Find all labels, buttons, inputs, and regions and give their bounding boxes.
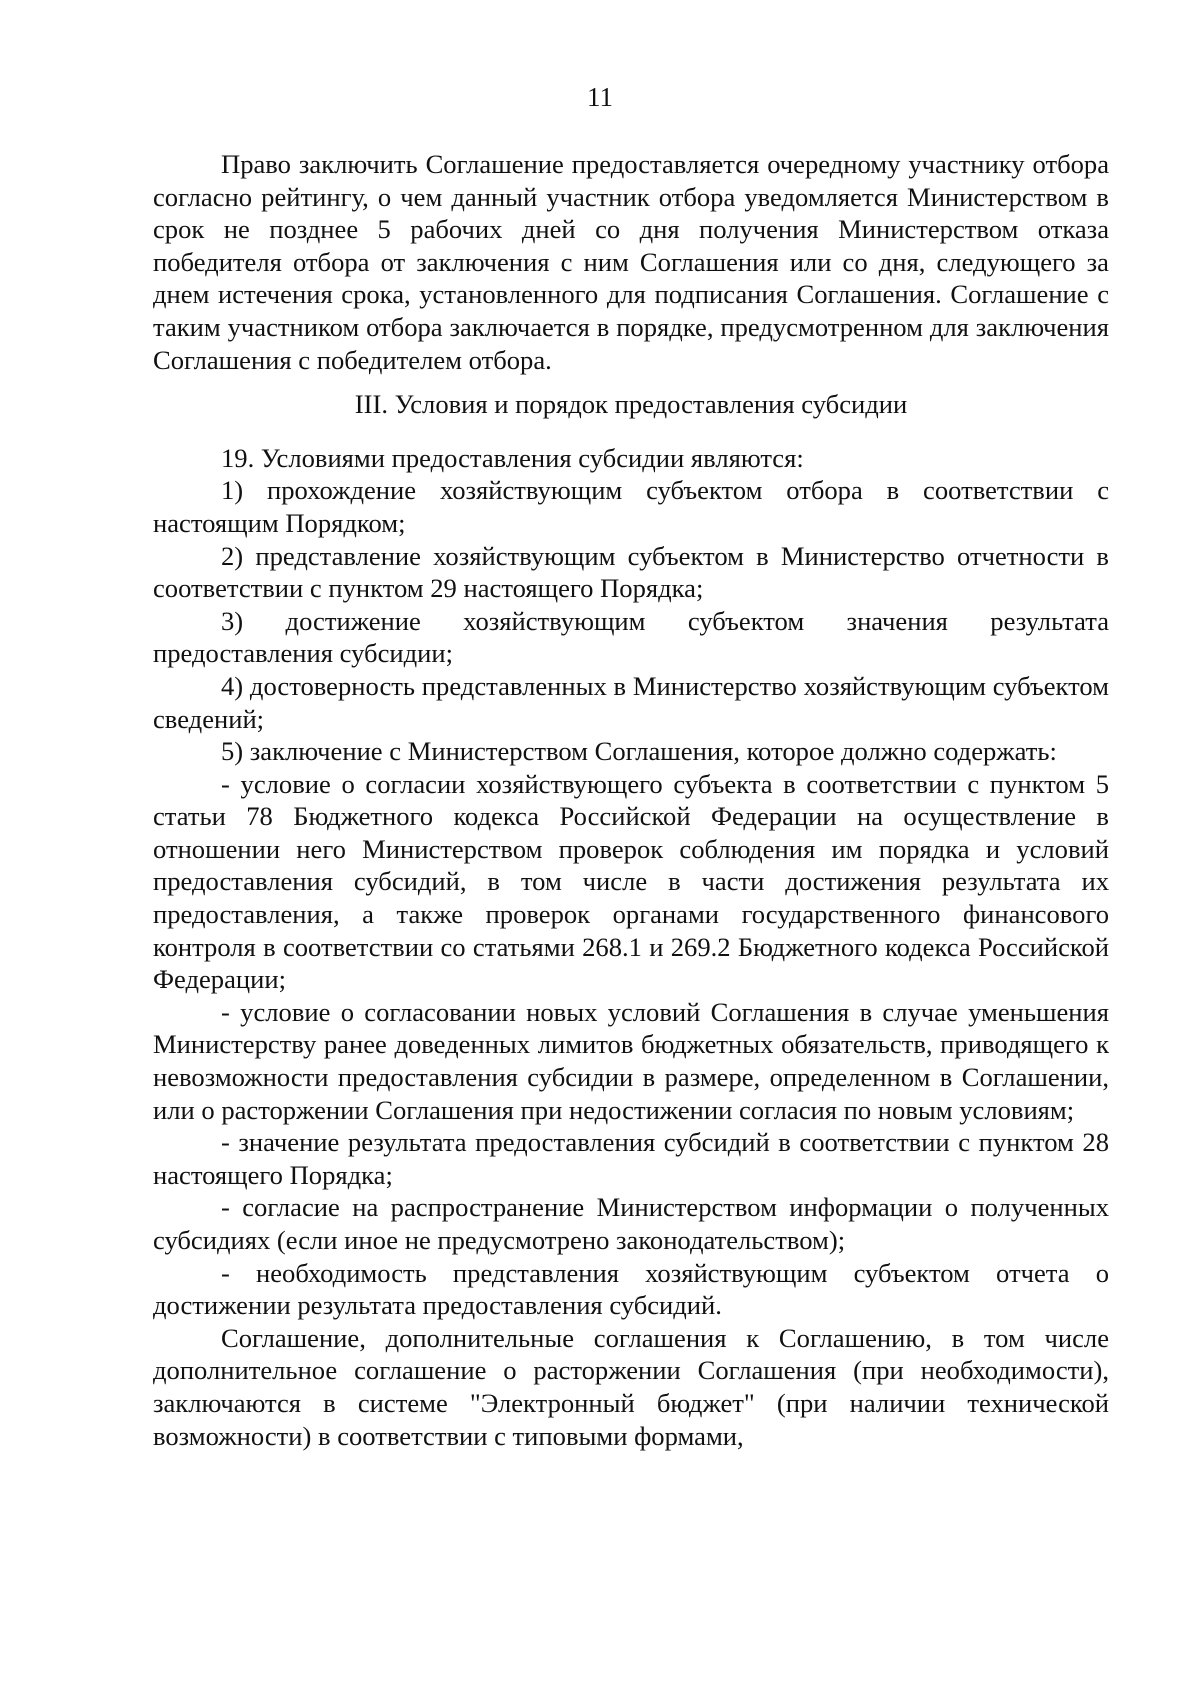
intro-paragraph: Право заключить Соглашение предоставляется очередному участнику отбора согласно рейтингу, о чем данный участник отбора уведомляется Министерством в срок не позднее 5 рабочих дней со дня получения Министерством отказа победителя отбора от заключения с ним Соглашения или со дня, следующего за днем истечения срока, установленного для подписания Соглашения. Соглашение с таким участником отбора заключается в порядке, предусмотренном для заключения Соглашения с победителем отбора. <box>153 149 1109 375</box>
condition-item: 3) достижение хозяйствующим субъектом значения результата предоставления субсидии; <box>153 605 1109 669</box>
agreement-term-item: - условие о согласовании новых условий Соглашения в случае уменьшения Министерству ранее доведенных лимитов бюджетных обязательств, приводящего к невозможности предоставления субсидии в размере, определенном в Соглашении, или о расторжении Соглашения при недостижении согласия по новым условиям; <box>153 996 1109 1125</box>
condition-item: 2) представление хозяйствующим субъектом в Министерство отчетности в соответствии с пунктом 29 настоящего Порядка; <box>153 540 1109 604</box>
agreement-term-item: - согласие на распространение Министерством информации о полученных субсидиях (если иное не предусмотрено законодательством); <box>153 1192 1109 1255</box>
closing-paragraph: Соглашение, дополнительные соглашения к Соглашению, в том числе дополнительное соглашение о расторжении Соглашения (при необходимости), заключаются в системе "Электронный бюджет" (при наличии технической возможности) в соответствии с типовыми формами, <box>153 1322 1109 1451</box>
item-19-intro: 19. Условиями предоставления субсидии являются: <box>221 442 804 473</box>
spacer <box>153 421 1109 442</box>
section-heading: III. Условия и порядок предоставления субсидии <box>354 389 908 420</box>
document-body <box>153 148 1109 1452</box>
page-number: 11 <box>587 82 613 112</box>
agreement-term-item: - необходимость представления хозяйствующим субъектом отчета о достижении результата предоставления субсидий. <box>153 1257 1109 1321</box>
agreement-term-item: - условие о согласии хозяйствующего субъекта в соответствии с пунктом 5 статьи 78 Бюджетного кодекса Российской Федерации на осуществление в отношении него Министерством проверок соблюдения им порядка и условий предоставления субсидий, в том числе в части достижения результата их предоставления, а также проверок органами государственного финансового контроля в соответствии со статьями 268.1 и 269.2 Бюджетного кодекса Российской Федерации; <box>153 768 1109 995</box>
condition-item: 4) достоверность представленных в Министерство хозяйствующим субъектом сведений; <box>153 670 1109 734</box>
agreement-term-item: - значение результата предоставления субсидий в соответствии с пунктом 28 настоящего Порядка; <box>153 1127 1109 1190</box>
condition-item: 1) прохождение хозяйствующим субъектом отбора в соответствии с настоящим Порядком; <box>153 475 1109 538</box>
condition-item: 5) заключение с Министерством Соглашения, которое должно содержать: <box>221 736 1057 767</box>
spacer <box>153 376 1109 388</box>
